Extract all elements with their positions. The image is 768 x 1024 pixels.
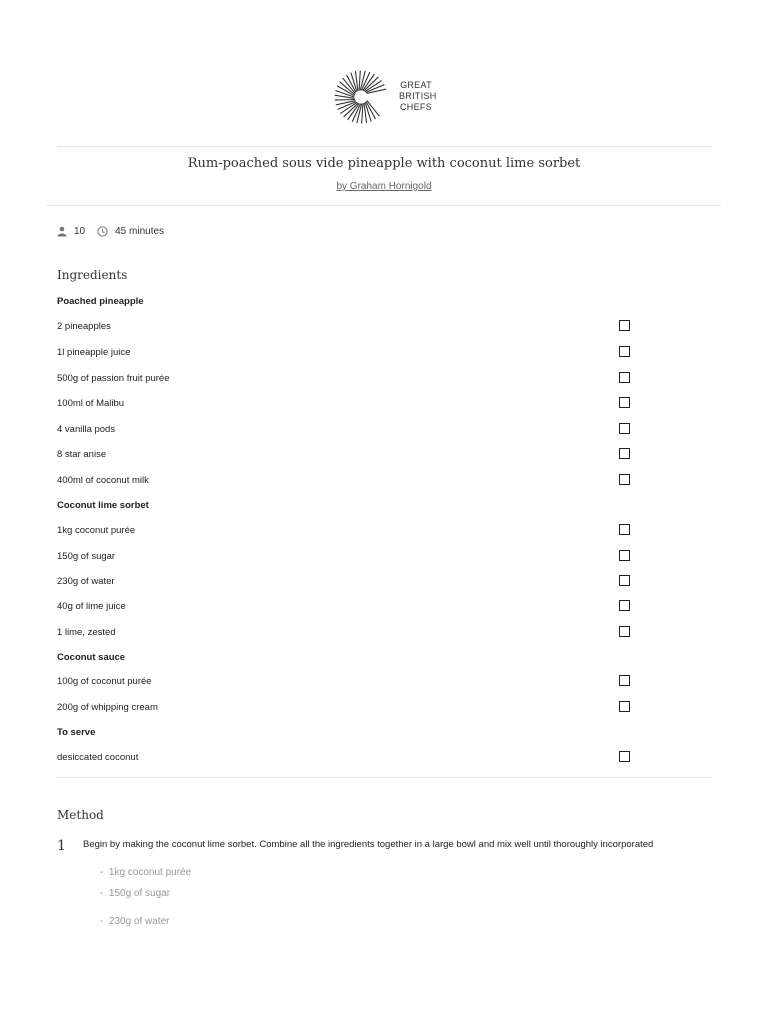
ingredient-checkbox[interactable] [619,320,630,331]
header-divider [57,146,712,147]
ingredient-checkbox[interactable] [619,372,630,383]
ingredient-label: 40g of lime juice [57,601,126,612]
ingredient-item [57,601,632,615]
ingredient-label: 1kg coconut purée [57,525,136,536]
ingredient-label: 4 vanilla pods [57,424,116,435]
ingredient-group-title: Coconut lime sorbet [57,500,149,511]
ingredient-checkbox[interactable] [619,423,630,434]
ingredient-checkbox[interactable] [619,751,630,762]
ingredient-item [57,424,632,438]
ingredient-label: 1l pineapple juice [57,347,131,358]
ingredients-divider [57,777,712,778]
brand-logo[interactable] [330,70,440,125]
logo-ray [335,100,354,101]
step-number: 1 [57,838,66,854]
sunburst-logo-icon [330,70,392,125]
ingredient-group-title: Poached pineapple [57,296,144,307]
list-dash: - [100,888,109,899]
step-ingredient-label: 230g of water [108,916,170,927]
ingredient-label: 150g of sugar [57,551,116,562]
author-link[interactable]: by Graham Hornigold [336,181,432,192]
logo-ray [359,71,360,90]
ingredient-item [57,627,632,641]
step-ingredient-label: 1kg coconut purée [108,867,192,878]
ingredient-checkbox[interactable] [619,675,630,686]
ingredient-label: 1 lime, zested [57,627,116,638]
recipe-title: Rum-poached sous vide pineapple with coconut lime sorbet [187,156,581,171]
cook-time: 45 minutes [115,226,165,237]
logo-line-3: CHEFS [399,102,432,112]
ingredient-item [57,676,632,690]
step-ingredient-item [100,916,170,927]
logo-line-2: BRITISH [399,91,437,101]
ingredient-item [57,398,632,412]
logo-wordmark [399,80,437,113]
ingredient-group-title: Coconut sauce [57,652,126,663]
serves-count: 10 [74,226,86,237]
list-dash: - [100,916,109,927]
ingredient-item [57,576,632,590]
ingredient-group-title: To serve [57,727,96,738]
ingredient-label: 100g of coconut purée [57,676,152,687]
step-text: Begin by making the coconut lime sorbet. Combine all the ingredients together in a large bowl and mix well until thoroughly incorporated [83,839,654,850]
ingredient-checkbox[interactable] [619,524,630,535]
logo-line-1: GREAT [400,80,432,90]
ingredient-label: 200g of whipping cream [57,702,158,713]
ingredient-checkbox[interactable] [619,448,630,459]
ingredient-checkbox[interactable] [619,600,630,611]
ingredient-checkbox[interactable] [619,550,630,561]
ingredient-label: 400ml of coconut milk [57,475,149,486]
recipe-author [0,181,768,192]
logo-ray [362,104,363,123]
ingredient-checkbox[interactable] [619,474,630,485]
ingredient-checkbox[interactable] [619,397,630,408]
ingredient-label: 230g of water [57,576,115,587]
ingredient-checkbox[interactable] [619,626,630,637]
ingredient-label: 500g of passion fruit purée [57,373,170,384]
method-heading: Method [57,808,104,822]
ingredient-checkbox[interactable] [619,346,630,357]
ingredient-checkbox[interactable] [619,575,630,586]
ingredient-item [57,321,632,335]
ingredient-label: 100ml of Malibu [57,398,125,409]
ingredient-item [57,702,632,716]
person-icon [57,226,67,237]
ingredients-heading: Ingredients [57,268,128,282]
title-divider [46,205,721,206]
ingredient-label: desiccated coconut [57,752,139,763]
step-ingredient-item [100,867,191,878]
ingredient-item [57,373,632,387]
ingredient-item [57,449,632,463]
clock-icon [97,226,108,237]
ingredient-item [57,347,632,361]
ingredient-label: 2 pineapples [57,321,111,332]
step-ingredient-label: 150g of sugar [108,888,171,899]
recipe-meta [57,226,176,237]
ingredient-item [57,752,632,766]
step-ingredient-item [100,888,170,899]
ingredient-label: 8 star anise [57,449,107,460]
ingredient-item [57,525,632,539]
list-dash: - [100,867,109,878]
ingredient-item [57,475,632,489]
ingredient-checkbox[interactable] [619,701,630,712]
ingredient-item [57,551,632,565]
